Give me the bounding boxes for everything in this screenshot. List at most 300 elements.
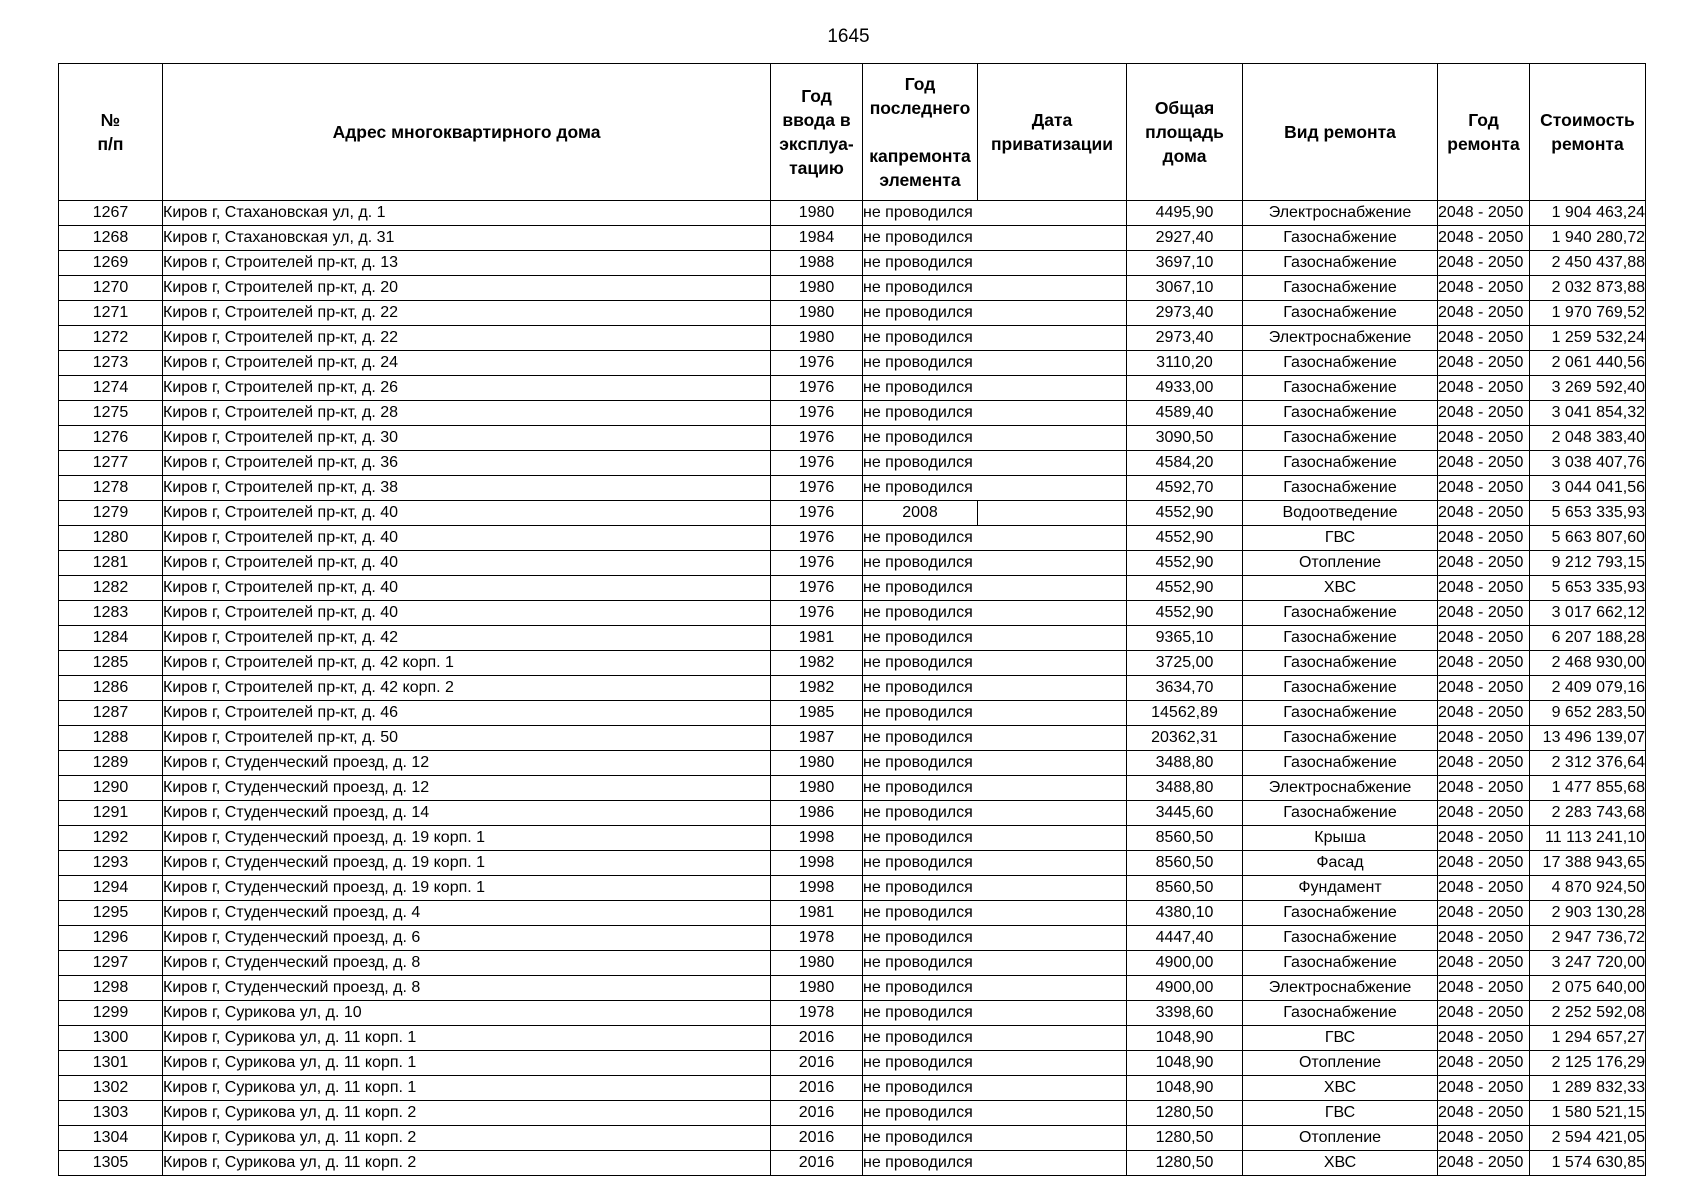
row-area: 2973,40: [1127, 301, 1243, 326]
row-repair-type: ХВС: [1243, 1151, 1438, 1176]
row-year-built: 2016: [771, 1076, 863, 1101]
table-row: [59, 501, 1646, 526]
row-year-built: 1980: [771, 276, 863, 301]
row-last-repair: не проводился: [863, 226, 978, 251]
row-year-built: 1976: [771, 501, 863, 526]
row-last-repair: не проводился: [863, 826, 978, 851]
row-privatization: [978, 651, 1127, 676]
row-address: Киров г, Сурикова ул, д. 11 корп. 2: [163, 1151, 771, 1176]
row-repair-year: 2048 - 2050: [1438, 526, 1530, 551]
row-repair-type: Газоснабжение: [1243, 651, 1438, 676]
row-number: 1288: [59, 726, 163, 751]
row-privatization: [978, 776, 1127, 801]
header-address: Адрес многоквартирного дома: [163, 64, 771, 201]
row-cost: 1 940 280,72: [1530, 226, 1646, 251]
row-repair-year: 2048 - 2050: [1438, 576, 1530, 601]
row-repair-type: Отопление: [1243, 551, 1438, 576]
row-repair-year: 2048 - 2050: [1438, 1001, 1530, 1026]
row-address: Киров г, Строителей пр-кт, д. 42 корп. 2: [163, 676, 771, 701]
row-cost: 2 125 176,29: [1530, 1051, 1646, 1076]
row-address: Киров г, Строителей пр-кт, д. 40: [163, 601, 771, 626]
row-address: Киров г, Строителей пр-кт, д. 22: [163, 326, 771, 351]
row-number: 1304: [59, 1126, 163, 1151]
row-address: Киров г, Строителей пр-кт, д. 28: [163, 401, 771, 426]
row-area: 4589,40: [1127, 401, 1243, 426]
row-address: Киров г, Строителей пр-кт, д. 13: [163, 251, 771, 276]
table-row: [59, 426, 1646, 451]
row-area: 8560,50: [1127, 826, 1243, 851]
row-year-built: 1976: [771, 526, 863, 551]
table-row: [59, 1151, 1646, 1176]
row-area: 1280,50: [1127, 1126, 1243, 1151]
row-last-repair: не проводился: [863, 1026, 978, 1051]
row-privatization: [978, 1026, 1127, 1051]
row-area: 4933,00: [1127, 376, 1243, 401]
row-number: 1286: [59, 676, 163, 701]
row-repair-type: Газоснабжение: [1243, 701, 1438, 726]
row-last-repair: не проводился: [863, 926, 978, 951]
row-privatization: [978, 701, 1127, 726]
table-row: [59, 1026, 1646, 1051]
row-address: Киров г, Строителей пр-кт, д. 26: [163, 376, 771, 401]
row-privatization: [978, 551, 1127, 576]
row-repair-type: Газоснабжение: [1243, 951, 1438, 976]
row-last-repair: не проводился: [863, 951, 978, 976]
row-address: Киров г, Студенческий проезд, д. 8: [163, 951, 771, 976]
row-area: 4900,00: [1127, 951, 1243, 976]
row-cost: 2 075 640,00: [1530, 976, 1646, 1001]
row-year-built: 1982: [771, 676, 863, 701]
row-repair-year: 2048 - 2050: [1438, 1151, 1530, 1176]
row-year-built: 1980: [771, 776, 863, 801]
table-row: [59, 726, 1646, 751]
row-year-built: 1976: [771, 451, 863, 476]
row-last-repair: не проводился: [863, 276, 978, 301]
row-address: Киров г, Студенческий проезд, д. 4: [163, 901, 771, 926]
row-year-built: 1980: [771, 951, 863, 976]
table-row: [59, 1101, 1646, 1126]
row-year-built: 2016: [771, 1151, 863, 1176]
row-number: 1284: [59, 626, 163, 651]
row-cost: 2 947 736,72: [1530, 926, 1646, 951]
row-privatization: [978, 1001, 1127, 1026]
row-address: Киров г, Строителей пр-кт, д. 46: [163, 701, 771, 726]
row-repair-type: Газоснабжение: [1243, 926, 1438, 951]
row-year-built: 1980: [771, 976, 863, 1001]
row-last-repair: не проводился: [863, 1076, 978, 1101]
row-last-repair: не проводился: [863, 1101, 978, 1126]
row-year-built: 1998: [771, 876, 863, 901]
row-repair-type: Газоснабжение: [1243, 601, 1438, 626]
row-repair-type: Отопление: [1243, 1126, 1438, 1151]
row-year-built: 1998: [771, 826, 863, 851]
row-area: 4592,70: [1127, 476, 1243, 501]
row-area: 3110,20: [1127, 351, 1243, 376]
row-area: 1048,90: [1127, 1051, 1243, 1076]
row-repair-year: 2048 - 2050: [1438, 826, 1530, 851]
table-row: [59, 751, 1646, 776]
row-number: 1271: [59, 301, 163, 326]
row-repair-type: Газоснабжение: [1243, 901, 1438, 926]
row-last-repair: не проводился: [863, 676, 978, 701]
row-last-repair: не проводился: [863, 776, 978, 801]
row-repair-year: 2048 - 2050: [1438, 1026, 1530, 1051]
row-number: 1287: [59, 701, 163, 726]
row-cost: 1 259 532,24: [1530, 326, 1646, 351]
row-repair-type: Газоснабжение: [1243, 401, 1438, 426]
row-area: 8560,50: [1127, 876, 1243, 901]
table-row: [59, 951, 1646, 976]
row-cost: 2 283 743,68: [1530, 801, 1646, 826]
row-privatization: [978, 876, 1127, 901]
row-address: Киров г, Сурикова ул, д. 11 корп. 2: [163, 1126, 771, 1151]
row-number: 1297: [59, 951, 163, 976]
row-cost: 3 041 854,32: [1530, 401, 1646, 426]
row-address: Киров г, Студенческий проезд, д. 8: [163, 976, 771, 1001]
row-number: 1267: [59, 201, 163, 226]
row-address: Киров г, Сурикова ул, д. 10: [163, 1001, 771, 1026]
row-number: 1279: [59, 501, 163, 526]
row-year-built: 1976: [771, 601, 863, 626]
row-cost: 3 247 720,00: [1530, 951, 1646, 976]
row-repair-year: 2048 - 2050: [1438, 851, 1530, 876]
row-privatization: [978, 276, 1127, 301]
table-row: [59, 201, 1646, 226]
row-number: 1305: [59, 1151, 163, 1176]
row-privatization: [978, 901, 1127, 926]
row-privatization: [978, 301, 1127, 326]
row-year-built: 1976: [771, 376, 863, 401]
row-last-repair: не проводился: [863, 426, 978, 451]
row-repair-type: Электроснабжение: [1243, 201, 1438, 226]
row-repair-type: Газоснабжение: [1243, 726, 1438, 751]
row-repair-year: 2048 - 2050: [1438, 1051, 1530, 1076]
row-repair-type: Газоснабжение: [1243, 751, 1438, 776]
row-repair-type: Газоснабжение: [1243, 376, 1438, 401]
row-number: 1272: [59, 326, 163, 351]
row-number: 1269: [59, 251, 163, 276]
row-year-built: 2016: [771, 1026, 863, 1051]
row-cost: 13 496 139,07: [1530, 726, 1646, 751]
row-number: 1290: [59, 776, 163, 801]
row-year-built: 1976: [771, 476, 863, 501]
row-last-repair: не проводился: [863, 301, 978, 326]
table-row: [59, 276, 1646, 301]
row-area: 3634,70: [1127, 676, 1243, 701]
row-area: 2927,40: [1127, 226, 1243, 251]
row-cost: 5 653 335,93: [1530, 576, 1646, 601]
row-repair-year: 2048 - 2050: [1438, 951, 1530, 976]
row-repair-type: Газоснабжение: [1243, 1001, 1438, 1026]
row-repair-year: 2048 - 2050: [1438, 426, 1530, 451]
row-cost: 1 289 832,33: [1530, 1076, 1646, 1101]
row-address: Киров г, Строителей пр-кт, д. 50: [163, 726, 771, 751]
row-repair-year: 2048 - 2050: [1438, 651, 1530, 676]
row-repair-type: Газоснабжение: [1243, 626, 1438, 651]
row-address: Киров г, Строителей пр-кт, д. 40: [163, 551, 771, 576]
row-area: 4552,90: [1127, 501, 1243, 526]
row-repair-year: 2048 - 2050: [1438, 201, 1530, 226]
row-privatization: [978, 726, 1127, 751]
header-repair-type: Вид ремонта: [1243, 64, 1438, 201]
row-privatization: [978, 576, 1127, 601]
row-cost: 4 870 924,50: [1530, 876, 1646, 901]
row-last-repair: не проводился: [863, 551, 978, 576]
row-cost: 2 468 930,00: [1530, 651, 1646, 676]
row-year-built: 1998: [771, 851, 863, 876]
row-number: 1274: [59, 376, 163, 401]
row-address: Киров г, Студенческий проезд, д. 19 корп. 1: [163, 851, 771, 876]
row-last-repair: не проводился: [863, 1126, 978, 1151]
row-address: Киров г, Студенческий проезд, д. 19 корп. 1: [163, 826, 771, 851]
row-last-repair: не проводился: [863, 626, 978, 651]
table-row: [59, 851, 1646, 876]
row-year-built: 1987: [771, 726, 863, 751]
row-cost: 9 652 283,50: [1530, 701, 1646, 726]
row-repair-type: Фундамент: [1243, 876, 1438, 901]
row-area: 3725,00: [1127, 651, 1243, 676]
row-cost: 2 252 592,08: [1530, 1001, 1646, 1026]
table-row: [59, 901, 1646, 926]
row-area: 4552,90: [1127, 601, 1243, 626]
row-repair-year: 2048 - 2050: [1438, 701, 1530, 726]
row-repair-year: 2048 - 2050: [1438, 551, 1530, 576]
row-privatization: [978, 1151, 1127, 1176]
row-last-repair: не проводился: [863, 1051, 978, 1076]
row-cost: 17 388 943,65: [1530, 851, 1646, 876]
row-area: 1048,90: [1127, 1026, 1243, 1051]
row-last-repair: не проводился: [863, 601, 978, 626]
row-number: 1299: [59, 1001, 163, 1026]
table-row: [59, 626, 1646, 651]
row-area: 1048,90: [1127, 1076, 1243, 1101]
row-last-repair: не проводился: [863, 201, 978, 226]
row-repair-type: Водоотведение: [1243, 501, 1438, 526]
row-last-repair: не проводился: [863, 976, 978, 1001]
row-cost: 2 594 421,05: [1530, 1126, 1646, 1151]
row-repair-type: ГВС: [1243, 1101, 1438, 1126]
row-repair-type: ГВС: [1243, 1026, 1438, 1051]
row-area: 4495,90: [1127, 201, 1243, 226]
row-last-repair: не проводился: [863, 576, 978, 601]
row-cost: 1 294 657,27: [1530, 1026, 1646, 1051]
row-address: Киров г, Сурикова ул, д. 11 корп. 1: [163, 1026, 771, 1051]
row-privatization: [978, 376, 1127, 401]
row-number: 1298: [59, 976, 163, 1001]
row-repair-type: Газоснабжение: [1243, 251, 1438, 276]
row-number: 1302: [59, 1076, 163, 1101]
row-area: 4552,90: [1127, 526, 1243, 551]
row-repair-year: 2048 - 2050: [1438, 476, 1530, 501]
row-number: 1289: [59, 751, 163, 776]
row-address: Киров г, Строителей пр-кт, д. 40: [163, 501, 771, 526]
row-area: 2973,40: [1127, 326, 1243, 351]
row-last-repair: не проводился: [863, 401, 978, 426]
row-repair-year: 2048 - 2050: [1438, 926, 1530, 951]
row-cost: 2 032 873,88: [1530, 276, 1646, 301]
row-cost: 2 409 079,16: [1530, 676, 1646, 701]
row-repair-type: Электроснабжение: [1243, 776, 1438, 801]
row-repair-year: 2048 - 2050: [1438, 501, 1530, 526]
row-last-repair: не проводился: [863, 851, 978, 876]
header-num: № п/п: [59, 64, 163, 201]
row-number: 1278: [59, 476, 163, 501]
row-address: Киров г, Строителей пр-кт, д. 36: [163, 451, 771, 476]
row-year-built: 1978: [771, 926, 863, 951]
row-year-built: 1976: [771, 576, 863, 601]
row-address: Киров г, Строителей пр-кт, д. 30: [163, 426, 771, 451]
row-cost: 1 904 463,24: [1530, 201, 1646, 226]
row-area: 4552,90: [1127, 576, 1243, 601]
row-year-built: 1980: [771, 326, 863, 351]
row-year-built: 2016: [771, 1126, 863, 1151]
row-year-built: 1980: [771, 201, 863, 226]
row-privatization: [978, 851, 1127, 876]
row-area: 20362,31: [1127, 726, 1243, 751]
header-area: Общая площадь дома: [1127, 64, 1243, 201]
row-repair-type: Электроснабжение: [1243, 976, 1438, 1001]
row-address: Киров г, Сурикова ул, д. 11 корп. 2: [163, 1101, 771, 1126]
table-row: [59, 376, 1646, 401]
row-repair-type: Крыша: [1243, 826, 1438, 851]
row-number: 1292: [59, 826, 163, 851]
row-repair-type: Фасад: [1243, 851, 1438, 876]
row-repair-type: Газоснабжение: [1243, 276, 1438, 301]
row-repair-year: 2048 - 2050: [1438, 451, 1530, 476]
row-cost: 5 663 807,60: [1530, 526, 1646, 551]
row-number: 1277: [59, 451, 163, 476]
header-privatization: Дата приватизации: [978, 64, 1127, 201]
table-body: [59, 201, 1646, 1176]
row-cost: 11 113 241,10: [1530, 826, 1646, 851]
row-last-repair: не проводился: [863, 251, 978, 276]
row-number: 1276: [59, 426, 163, 451]
row-privatization: [978, 1076, 1127, 1101]
table-row: [59, 676, 1646, 701]
row-last-repair: не проводился: [863, 451, 978, 476]
table-row: [59, 301, 1646, 326]
row-privatization: [978, 1051, 1127, 1076]
row-repair-type: ГВС: [1243, 526, 1438, 551]
row-last-repair: не проводился: [863, 351, 978, 376]
table-row: [59, 1126, 1646, 1151]
row-year-built: 1978: [771, 1001, 863, 1026]
row-cost: 3 038 407,76: [1530, 451, 1646, 476]
row-address: Киров г, Сурикова ул, д. 11 корп. 1: [163, 1051, 771, 1076]
row-cost: 5 653 335,93: [1530, 501, 1646, 526]
row-number: 1303: [59, 1101, 163, 1126]
row-year-built: 1982: [771, 651, 863, 676]
row-cost: 9 212 793,15: [1530, 551, 1646, 576]
row-cost: 2 048 383,40: [1530, 426, 1646, 451]
row-privatization: [978, 226, 1127, 251]
row-number: 1296: [59, 926, 163, 951]
repair-register-table: [58, 63, 1646, 1176]
row-area: 4552,90: [1127, 551, 1243, 576]
row-area: 9365,10: [1127, 626, 1243, 651]
header-year-built: Год ввода в эксплуа- тацию: [771, 64, 863, 201]
row-repair-type: Газоснабжение: [1243, 676, 1438, 701]
row-cost: 2 903 130,28: [1530, 901, 1646, 926]
row-number: 1270: [59, 276, 163, 301]
table-row: [59, 651, 1646, 676]
row-repair-year: 2048 - 2050: [1438, 251, 1530, 276]
row-address: Киров г, Студенческий проезд, д. 14: [163, 801, 771, 826]
row-number: 1285: [59, 651, 163, 676]
row-year-built: 1981: [771, 901, 863, 926]
row-privatization: [978, 1101, 1127, 1126]
row-privatization: [978, 826, 1127, 851]
row-privatization: [978, 476, 1127, 501]
row-address: Киров г, Студенческий проезд, д. 12: [163, 751, 771, 776]
row-number: 1300: [59, 1026, 163, 1051]
row-repair-year: 2048 - 2050: [1438, 751, 1530, 776]
row-number: 1301: [59, 1051, 163, 1076]
row-privatization: [978, 601, 1127, 626]
row-area: 4447,40: [1127, 926, 1243, 951]
row-last-repair: не проводился: [863, 651, 978, 676]
table-row: [59, 926, 1646, 951]
row-number: 1294: [59, 876, 163, 901]
row-year-built: 1988: [771, 251, 863, 276]
row-repair-type: Газоснабжение: [1243, 226, 1438, 251]
row-number: 1293: [59, 851, 163, 876]
row-last-repair: не проводился: [863, 901, 978, 926]
row-last-repair: не проводился: [863, 751, 978, 776]
row-repair-year: 2048 - 2050: [1438, 801, 1530, 826]
row-cost: 6 207 188,28: [1530, 626, 1646, 651]
row-area: 1280,50: [1127, 1101, 1243, 1126]
row-repair-year: 2048 - 2050: [1438, 401, 1530, 426]
row-last-repair: не проводился: [863, 1001, 978, 1026]
row-number: 1282: [59, 576, 163, 601]
row-area: 1280,50: [1127, 1151, 1243, 1176]
table-row: [59, 526, 1646, 551]
table-row: [59, 776, 1646, 801]
row-year-built: 2016: [771, 1051, 863, 1076]
row-repair-year: 2048 - 2050: [1438, 676, 1530, 701]
row-address: Киров г, Строителей пр-кт, д. 42 корп. 1: [163, 651, 771, 676]
row-cost: 2 312 376,64: [1530, 751, 1646, 776]
row-repair-year: 2048 - 2050: [1438, 726, 1530, 751]
row-last-repair: не проводился: [863, 526, 978, 551]
row-privatization: [978, 751, 1127, 776]
row-area: 3488,80: [1127, 751, 1243, 776]
row-last-repair: не проводился: [863, 726, 978, 751]
row-address: Киров г, Строителей пр-кт, д. 22: [163, 301, 771, 326]
row-repair-year: 2048 - 2050: [1438, 776, 1530, 801]
row-address: Киров г, Строителей пр-кт, д. 38: [163, 476, 771, 501]
row-year-built: 2016: [771, 1101, 863, 1126]
row-repair-year: 2048 - 2050: [1438, 976, 1530, 1001]
row-repair-year: 2048 - 2050: [1438, 901, 1530, 926]
row-last-repair: не проводился: [863, 326, 978, 351]
row-repair-year: 2048 - 2050: [1438, 376, 1530, 401]
row-cost: 1 580 521,15: [1530, 1101, 1646, 1126]
row-privatization: [978, 251, 1127, 276]
row-repair-year: 2048 - 2050: [1438, 351, 1530, 376]
row-address: Киров г, Стахановская ул, д. 31: [163, 226, 771, 251]
row-area: 3398,60: [1127, 1001, 1243, 1026]
row-privatization: [978, 426, 1127, 451]
row-area: 4584,20: [1127, 451, 1243, 476]
page-number: 1645: [827, 26, 870, 47]
row-cost: 3 044 041,56: [1530, 476, 1646, 501]
row-number: 1295: [59, 901, 163, 926]
table-row: [59, 1001, 1646, 1026]
row-repair-type: Газоснабжение: [1243, 426, 1438, 451]
table-row: [59, 576, 1646, 601]
